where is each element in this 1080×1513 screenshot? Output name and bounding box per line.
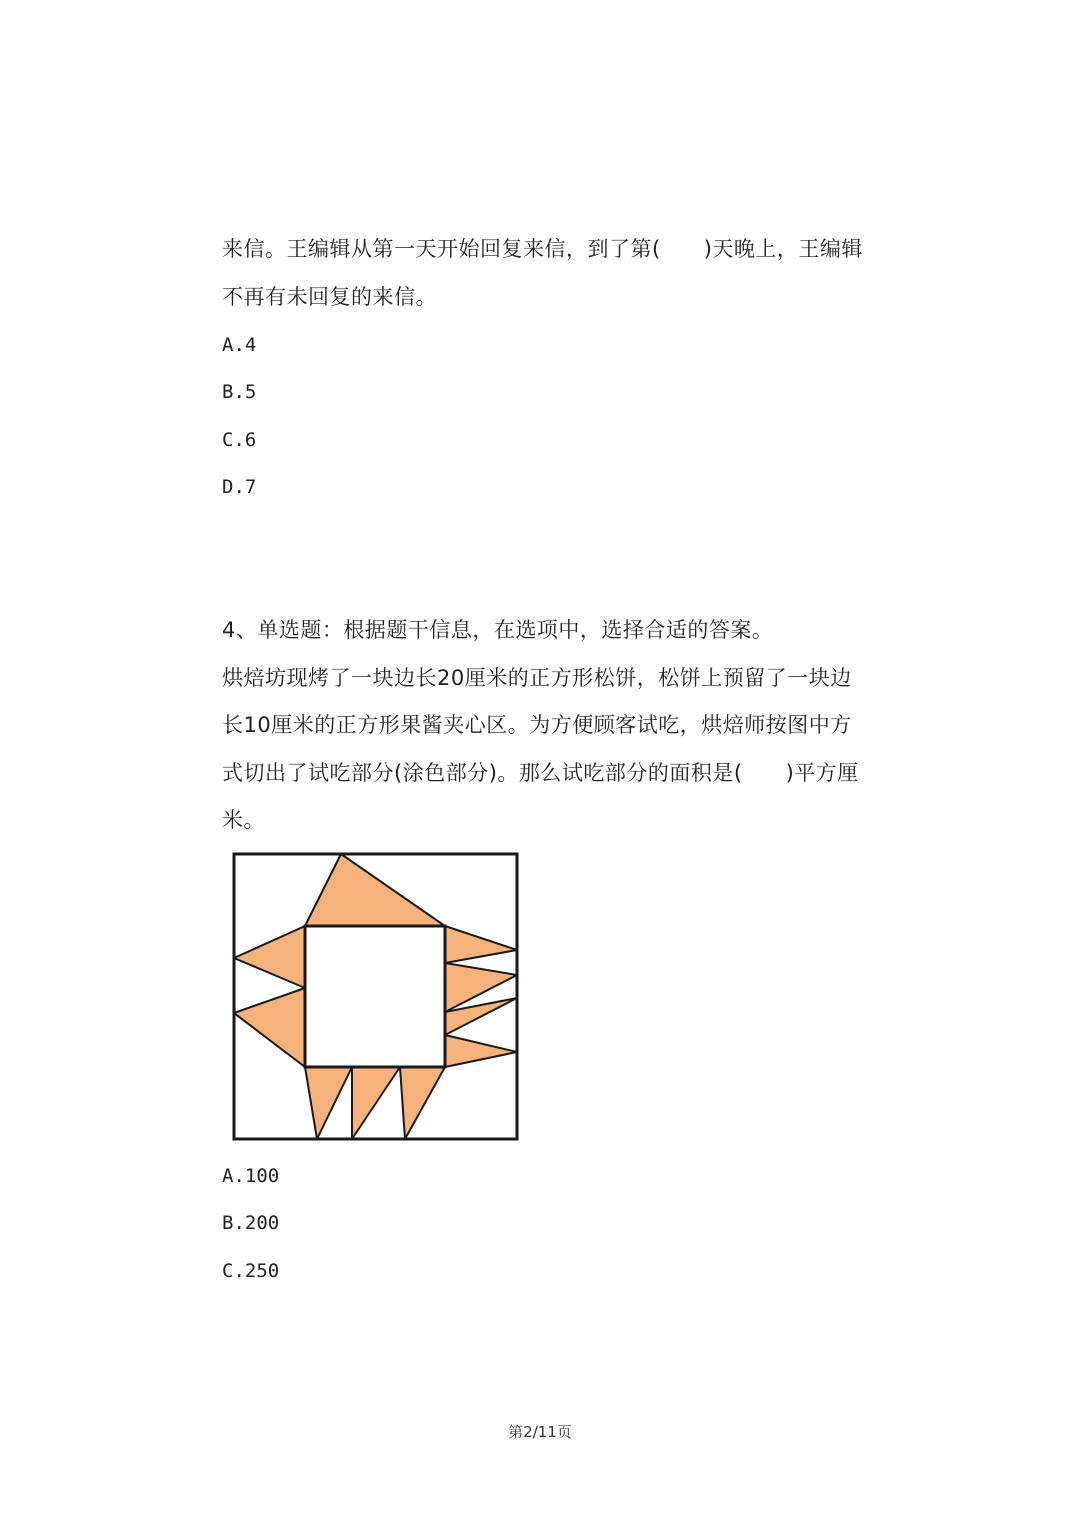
shaded-triangle-left-2 <box>234 988 305 1067</box>
question4-option-a[interactable]: A.100 <box>222 1165 280 1187</box>
question3-option-c[interactable]: C.6 <box>222 429 257 451</box>
shaded-triangle-bottom-2 <box>352 1067 400 1139</box>
question4-option-b[interactable]: B.200 <box>222 1212 280 1234</box>
shaded-triangle-bottom-1 <box>305 1067 352 1139</box>
question4-option-c[interactable]: C.250 <box>222 1260 280 1282</box>
question4-text-line3: 式切出了试吃部分(涂色部分)。那么试吃部分的面积是( )平方厘 <box>222 761 859 785</box>
shaded-triangle-bottom-3 <box>400 1067 445 1139</box>
question4-header: 4、单选题：根据题干信息，在选项中，选择合适的答案。 <box>222 618 774 642</box>
shaded-triangle-right-4 <box>445 1035 517 1067</box>
inner-square <box>305 926 445 1067</box>
question3-option-a[interactable]: A.4 <box>222 334 257 356</box>
shaded-triangle-right-1 <box>445 926 517 963</box>
question3-option-b[interactable]: B.5 <box>222 381 257 403</box>
shaded-triangle-left-1 <box>234 926 305 988</box>
page-number: 第2/11页 <box>508 1423 572 1441</box>
cake-figure <box>222 848 526 1148</box>
question4-text-line2: 长10厘米的正方形果酱夹心区。为方便顾客试吃，烘焙师按图中方 <box>222 713 852 737</box>
question3-text-line2: 不再有未回复的来信。 <box>222 285 437 309</box>
question4-text-line4: 米。 <box>222 808 265 832</box>
question3-option-d[interactable]: D.7 <box>222 476 257 498</box>
shaded-triangle-top <box>305 854 445 926</box>
question4-text-line1: 烘焙坊现烤了一块边长20厘米的正方形松饼，松饼上预留了一块边 <box>222 666 852 690</box>
question3-text-line1: 来信。王编辑从第一天开始回复来信，到了第( )天晚上，王编辑 <box>222 237 863 261</box>
